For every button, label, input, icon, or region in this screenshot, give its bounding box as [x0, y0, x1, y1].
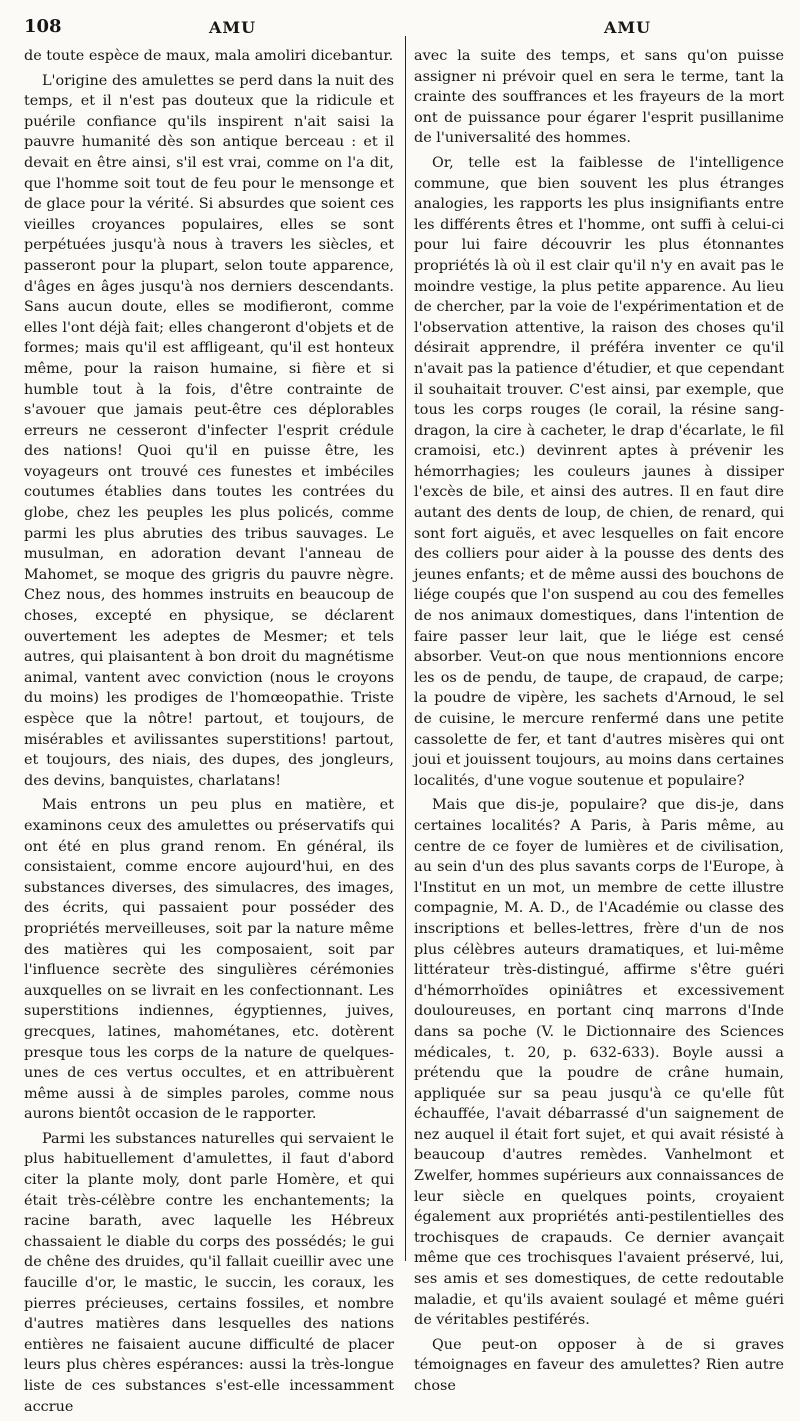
paragraph: Or, telle est la faiblesse de l'intelligence commune, que bien souvent les plus étranges analogies, les rapports les plus insignifiants entre les différents êtres et l'homme, ont suffi à celui-ci pour lui faire découvrir les plus étonnantes propriétés là où il est clair qu'il n'y en avait pas le moindre vestige, la plus petite apparence. Au lieu de chercher, par la voie de l'expérimentation et de l'observation attentive, la raison des choses qu'il désirait apprendre, il préféra inventer ce qu'il n'avait pas la patience d'étudier, et que cependant il souhaitait trouver. C'est ainsi, par exemple, que tous les corps rouges (le corail, la résine sang-dragon, la cire à cacheter, le drap d'écarlate, le fil cramoisi, etc.) devinrent aptes à prévenir les hémorrhagies; les couleurs jaunes à dissiper l'excès de bile, et ainsi des autres. Il en faut dire autant des dents de loup, de chien, de renard, qui sont fort aiguës, et avec lesquelles on fait encore des colliers pour aider à la pousse des dents des jeunes enfants; et de même aussi des bouchons de liége coupés que l'on suspend au cou des femelles de nos animaux domestiques, dans l'intention de faire passer leur lait, que le liége est censé absorber. Veut-on que nous mentionnions encore les os de pendu, de taupe, de crapaud, de carpe; la poudre de vipère, les sachets d'Arnoud, le sel de cuisine, le mercure renfermé dans une petite cassolette de fer, et tant d'autres misères qui ont joui et jouissent toujours, au moins dans certaines localités, d'une vogue soutenue et populaire? [414, 154, 784, 789]
running-head-right: AMU [604, 18, 652, 37]
page-number: 108 [24, 16, 62, 37]
running-head-left: AMU [209, 18, 257, 37]
paragraph: de toute espèce de maux, mala amoliri dicebantur. [24, 48, 394, 64]
left-column [24, 46, 394, 1421]
paragraph: avec la suite des temps, et sans qu'on puisse assigner ni prévoir quel en sera le terme, tant la crainte des souffrances et les frayeurs de la mort ont de puissance pour égarer l'esprit pusillanime de l'universalité des hommes. [414, 48, 784, 147]
paragraph: Mais que dis-je, populaire? que dis-je, dans certaines localités? A Paris, à Paris même, au centre de ce foyer de lumières et de civilisation, au sein d'un des plus savants corps de l'Europe, à l'Institut en un mot, un membre de cette illustre compagnie, M. A. D., de l'Académie ou classe des inscriptions et belles-lettres, frère d'un de nos plus célèbres auteurs dramatiques, et lui-même littérateur très-distingué, affirme s'être guéri d'hémorrhoïdes opiniâtres et excessivement douloureuses, en portant cinq marrons d'Inde dans sa poche (V. le Dictionnaire des Sciences médicales, t. 20, p. 632-633). Boyle aussi a prétendu que la poudre de crâne humain, appliquée sur sa peau jusqu'à ce qu'elle fût échauffée, l'avait débarrassé d'un saignement de nez auquel il était fort sujet, et qui avait résisté à beaucoup d'autres remèdes. Vanhelmont et Zwelfer, hommes supérieurs aux connaissances de leur siècle en quelques points, croyaient également aux propriétés anti-pestilentielles des trochisques de crapauds. Ce dernier avançait même que ces trochisques l'avaient préservé, lui, ses amis et ses domestiques, de cette redoutable maladie, et qu'ils avaient soulagé et même guéri de véritables pestiférés. [414, 797, 784, 1329]
column-divider [405, 36, 406, 1261]
right-column [414, 46, 784, 1421]
paragraph: Parmi les substances naturelles qui servaient le plus habituellement d'amulettes, il faut d'abord citer la plante moly, dont parle Homère, et qui était très-célèbre contre les enchantements; la racine barath, avec laquelle les Hébreux chassaient le diable du corps des possédés; le gui de chêne des druides, qu'il fallait cueillir avec une faucille d'or, le mastic, le succin, les coraux, les pierres précieuses, certains fossiles, et nombre d'autres matières dans lesquelles des nations entières ne faisaient aucune difficulté de placer leurs plus chères espérances: aussi la très-longue liste de ces substances s'est-elle incessamment accrue [24, 1130, 394, 1415]
text-columns [24, 46, 790, 1421]
paragraph: Mais entrons un peu plus en matière, et examinons ceux des amulettes ou préservatifs qui ont été en plus grand renom. En général, ils consistaient, comme encore aujourd'hui, en des substances diverses, des simulacres, des images, des écrits, qui passaient pour posséder des propriétés merveilleuses, soit par la nature même des matières qui les composaient, soit par l'influence secrète des singulières cérémonies auxquelles on se livrait en les confectionnant. Les superstitions indiennes, égyptiennes, juives, grecques, latines, mahométanes, etc. dotèrent presque tous les corps de la nature de quelques-unes de ces vertus occultes, et en attribuèrent même aussi à de simples paroles, comme nous aurons bientôt occasion de le rapporter. [24, 797, 394, 1123]
paragraph: Que peut-on opposer à de si graves témoignages en faveur des amulettes? Rien autre chose [414, 1336, 784, 1394]
page-header [24, 16, 790, 46]
paragraph: L'origine des amulettes se perd dans la nuit des temps, et il n'est pas douteux que la ridicule et puérile confiance qu'ils inspirent n'ait saisi la pauvre humanité dès son antique berceau : et il devait en être ainsi, s'il est vrai, comme on l'a dit, que l'homme soit tout de feu pour le mensonge et de glace pour la vérité. Si absurdes que soient ces vieilles croyances populaires, elles se sont perpétuées jusqu'à nous à travers les siècles, et passeront pour la plupart, selon toute apparence, d'âges en âges jusqu'à nos derniers descendants. Sans aucun doute, elles se modifieront, comme elles l'ont déjà fait; elles changeront d'objets et de formes; mais qu'il est affligeant, qu'il est honteux même, pour la raison humaine, si fière et si humble tout à la fois, d'être contrainte de s'avouer que jamais peut-être ces déplorables erreurs ne cesseront d'infecter l'esprit crédule des nations! Quoi qu'il en puisse être, les voyageurs ont trouvé ces funestes et imbéciles coutumes établies dans toutes les contrées du globe, chez les peuples les plus policés, comme parmi les plus abruties des tribus sauvages. Le musulman, en adoration devant l'anneau de Mahomet, se moque des grigris du pauvre nègre. Chez nous, des hommes instruits en beaucoup de choses, excepté en physique, se déclarent ouvertement les adeptes de Mesmer; et tels autres, qui plaisantent à bon droit du magnétisme animal, vantent avec conviction (nous le croyons du moins) les prodiges de l'homœopathie. Triste espèce que la nôtre! partout, et toujours, de misérables et avilissantes superstitions! partout, et toujours, des niais, des dupes, des jongleurs, des devins, banquistes, charlatans! [24, 72, 394, 789]
